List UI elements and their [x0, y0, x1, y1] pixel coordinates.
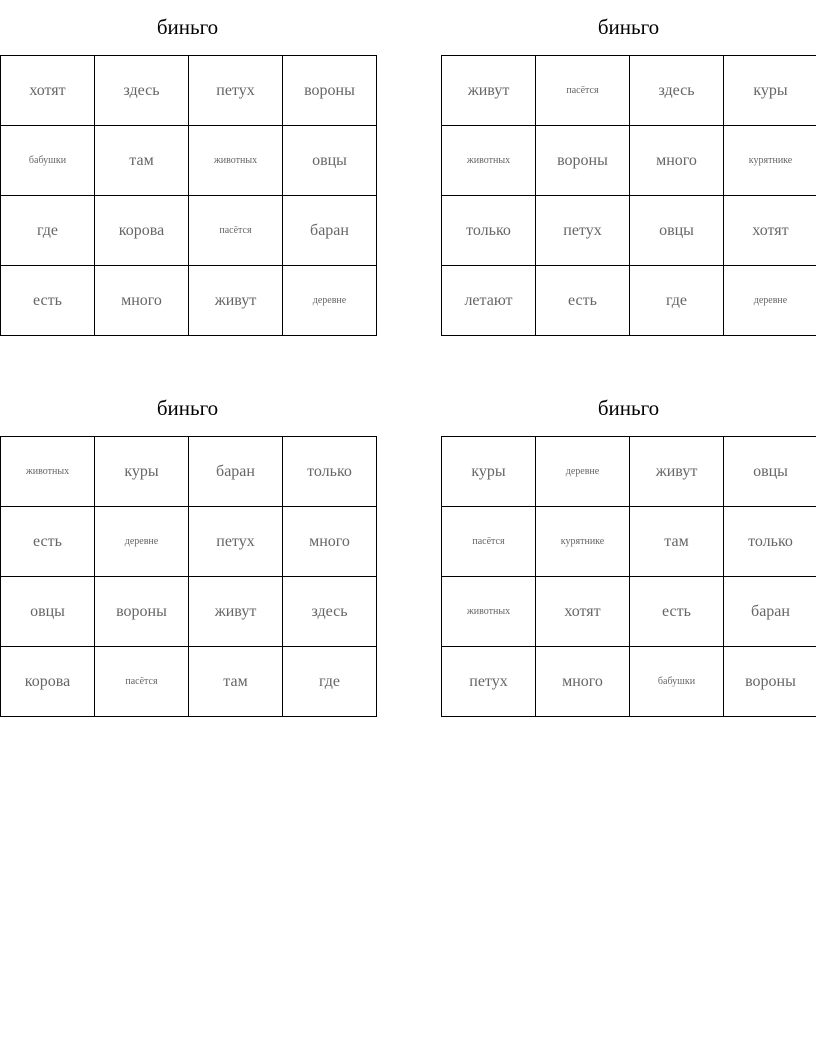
bingo-grid: [441, 436, 816, 717]
grid-cell: пасётся: [95, 647, 189, 717]
grid-cell: животных: [442, 577, 536, 647]
grid-cell: там: [630, 507, 724, 577]
grid-cell: там: [95, 126, 189, 196]
grid-cell: деревне: [536, 437, 630, 507]
grid-cell: хотят: [1, 56, 95, 126]
grid-row: [442, 437, 816, 507]
grid-cell: пасётся: [442, 507, 536, 577]
grid-cell: много: [283, 507, 377, 577]
grid-cell: баран: [283, 196, 377, 266]
bingo-grid: [441, 55, 816, 336]
grid-cell: много: [630, 126, 724, 196]
grid-row: [1, 196, 377, 266]
grid-cell: живут: [189, 577, 283, 647]
grid-cell: где: [283, 647, 377, 717]
grid-cell: животных: [442, 126, 536, 196]
grid-cell: корова: [1, 647, 95, 717]
grid-cell: здесь: [630, 56, 724, 126]
grid-cell: вороны: [283, 56, 377, 126]
grid-cell: там: [189, 647, 283, 717]
grid-cell: петух: [189, 56, 283, 126]
grid-cell: много: [536, 647, 630, 717]
bingo-card-2: [441, 12, 816, 309]
grid-row: [1, 56, 377, 126]
grid-cell: пасётся: [189, 196, 283, 266]
grid-row: [1, 126, 377, 196]
grid-cell: пасётся: [536, 56, 630, 126]
grid-cell: животных: [1, 437, 95, 507]
bingo-card-3: [0, 393, 375, 690]
grid-cell: бабушки: [630, 647, 724, 717]
grid-row: [442, 507, 816, 577]
grid-row: [442, 56, 816, 126]
grid-cell: живут: [189, 266, 283, 336]
grid-cell: есть: [630, 577, 724, 647]
grid-cell: баран: [724, 577, 816, 647]
grid-cell: деревне: [95, 507, 189, 577]
grid-cell: есть: [1, 266, 95, 336]
grid-cell: где: [630, 266, 724, 336]
grid-cell: петух: [189, 507, 283, 577]
grid-cell: курятнике: [724, 126, 816, 196]
grid-cell: живут: [442, 56, 536, 126]
card-title: биньго: [156, 396, 219, 420]
grid-cell: хотят: [724, 196, 816, 266]
bingo-card-4: [441, 393, 816, 690]
grid-cell: куры: [95, 437, 189, 507]
bingo-grid: [0, 436, 377, 717]
bingo-card-1: [0, 12, 375, 309]
grid-cell: корова: [95, 196, 189, 266]
grid-row: [1, 647, 377, 717]
grid-cell: только: [724, 507, 816, 577]
grid-row: [442, 266, 816, 336]
bingo-grid: [0, 55, 377, 336]
card-title: биньго: [597, 15, 660, 39]
grid-cell: баран: [189, 437, 283, 507]
grid-row: [442, 577, 816, 647]
grid-cell: куры: [724, 56, 816, 126]
grid-cell: много: [95, 266, 189, 336]
grid-row: [1, 507, 377, 577]
grid-cell: где: [1, 196, 95, 266]
grid-row: [442, 126, 816, 196]
grid-cell: только: [283, 437, 377, 507]
grid-cell: животных: [189, 126, 283, 196]
grid-cell: овцы: [1, 577, 95, 647]
grid-row: [442, 647, 816, 717]
grid-row: [1, 266, 377, 336]
grid-cell: овцы: [724, 437, 816, 507]
grid-cell: здесь: [283, 577, 377, 647]
grid-cell: есть: [1, 507, 95, 577]
grid-cell: овцы: [630, 196, 724, 266]
grid-cell: петух: [442, 647, 536, 717]
grid-cell: вороны: [536, 126, 630, 196]
grid-cell: живут: [630, 437, 724, 507]
grid-cell: бабушки: [1, 126, 95, 196]
grid-cell: курятнике: [536, 507, 630, 577]
grid-cell: летают: [442, 266, 536, 336]
grid-cell: петух: [536, 196, 630, 266]
grid-cell: куры: [442, 437, 536, 507]
grid-row: [442, 196, 816, 266]
grid-cell: деревне: [283, 266, 377, 336]
card-title: биньго: [597, 396, 660, 420]
grid-cell: есть: [536, 266, 630, 336]
grid-cell: здесь: [95, 56, 189, 126]
grid-cell: вороны: [724, 647, 816, 717]
grid-cell: вороны: [95, 577, 189, 647]
grid-cell: хотят: [536, 577, 630, 647]
card-title: биньго: [156, 15, 219, 39]
grid-cell: только: [442, 196, 536, 266]
grid-cell: овцы: [283, 126, 377, 196]
grid-row: [1, 437, 377, 507]
grid-cell: деревне: [724, 266, 816, 336]
grid-row: [1, 577, 377, 647]
